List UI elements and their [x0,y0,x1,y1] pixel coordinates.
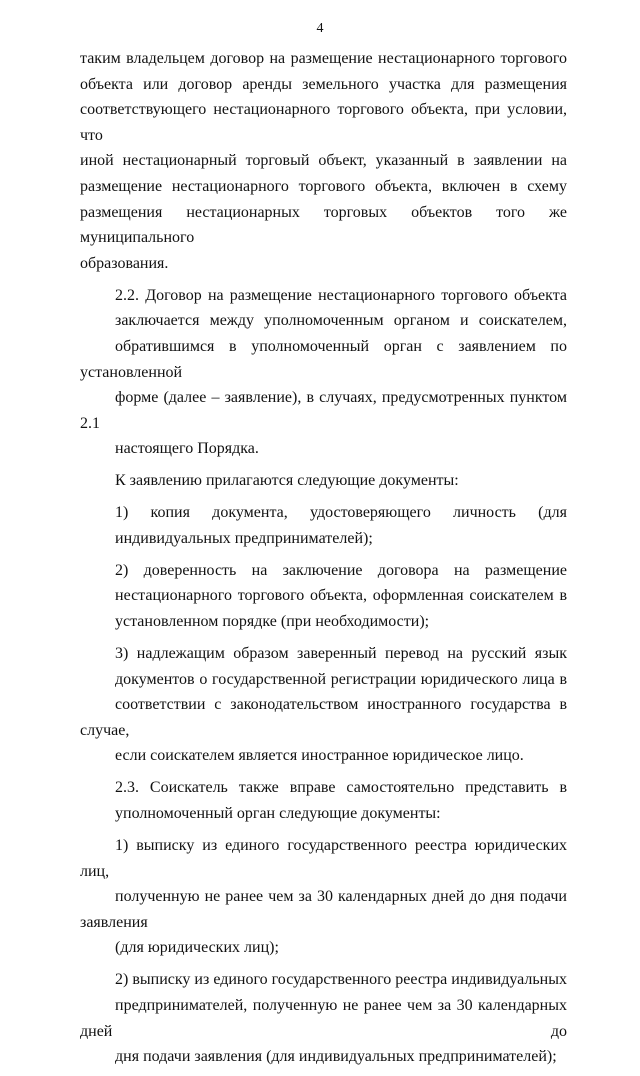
text-line: 1) выписку из единого государственного реестра юридических лиц, [80,836,567,880]
page-number: 4 [316,21,324,36]
text-line: заключается между уполномоченным органом и соискателем, [115,312,567,330]
text-line: 2.3. Соискатель также вправе самостоятельно представить в [115,779,567,797]
text-line: иной нестационарный торговый объект, указанный в заявлении на [80,152,567,170]
text-line: 2.2. Договор на размещение нестационарного торгового объекта [115,286,567,304]
text-line: (для юридических лиц); [115,939,279,957]
text-line: документов о государственной регистрации юридического лица в [115,670,567,688]
text-line: настоящего Порядка. [115,440,259,458]
paragraph-doc-1 [80,500,567,551]
paragraph-opt-1 [80,833,567,961]
paragraph-p2-2 [80,283,567,462]
text-line: 2) выписку из единого государственного реестра индивидуальных [115,971,567,989]
text-line: образования. [80,254,169,272]
text-line: индивидуальных предпринимателей); [115,529,373,547]
text-line: К заявлению прилагаются следующие документы: [115,472,459,490]
text-line: нестационарного торгового объекта, оформленная соискателем в [115,587,567,605]
text-line: уполномоченный орган следующие документы: [115,804,441,822]
paragraph-p2-3 [80,775,567,826]
paragraph-opt-2 [80,967,567,1069]
paragraph-doc-2 [80,558,567,635]
text-line: установленном порядке (при необходимости); [115,613,430,631]
text-line: соответствующего нестационарного торгового объекта, при условии, что [80,101,567,144]
text-line: размещения нестационарных торговых объектов того же муниципального [80,203,567,247]
document-body [80,46,567,1076]
text-line: полученную не ранее чем за 30 календарных дней до дня подачи заявления [80,888,567,931]
text-line: объекта или договор аренды земельного участка для размещения [80,75,567,93]
text-line: обратившимся в уполномоченный орган с заявлением по установленной [80,337,567,381]
text-line: размещение нестационарного торгового объекта, включен в схему [80,177,567,195]
text-line: соответствии с законодательством иностранного государства в случае, [80,696,567,739]
paragraph-continuation [80,46,567,276]
text-line: 3) надлежащим образом заверенный перевод на русский язык [115,645,567,663]
paragraph-docs-intro [80,468,567,494]
paragraph-doc-3 [80,641,567,769]
text-line: таким владельцем договор на размещение нестационарного торгового [80,50,567,67]
text-line: форме (далее – заявление), в случаях, предусмотренных пунктом 2.1 [80,389,567,432]
text-line: дня подачи заявления (для индивидуальных предпринимателей); [115,1048,557,1066]
text-line: 2) доверенность на заключение договора на размещение [115,561,567,579]
text-line: предпринимателей, полученную не ранее чем за 30 календарных дней до [80,996,567,1040]
text-line: 1) копия документа, удостоверяющего личность (для [115,504,567,522]
text-line: если соискателем является иностранное юридическое лицо. [115,747,524,765]
